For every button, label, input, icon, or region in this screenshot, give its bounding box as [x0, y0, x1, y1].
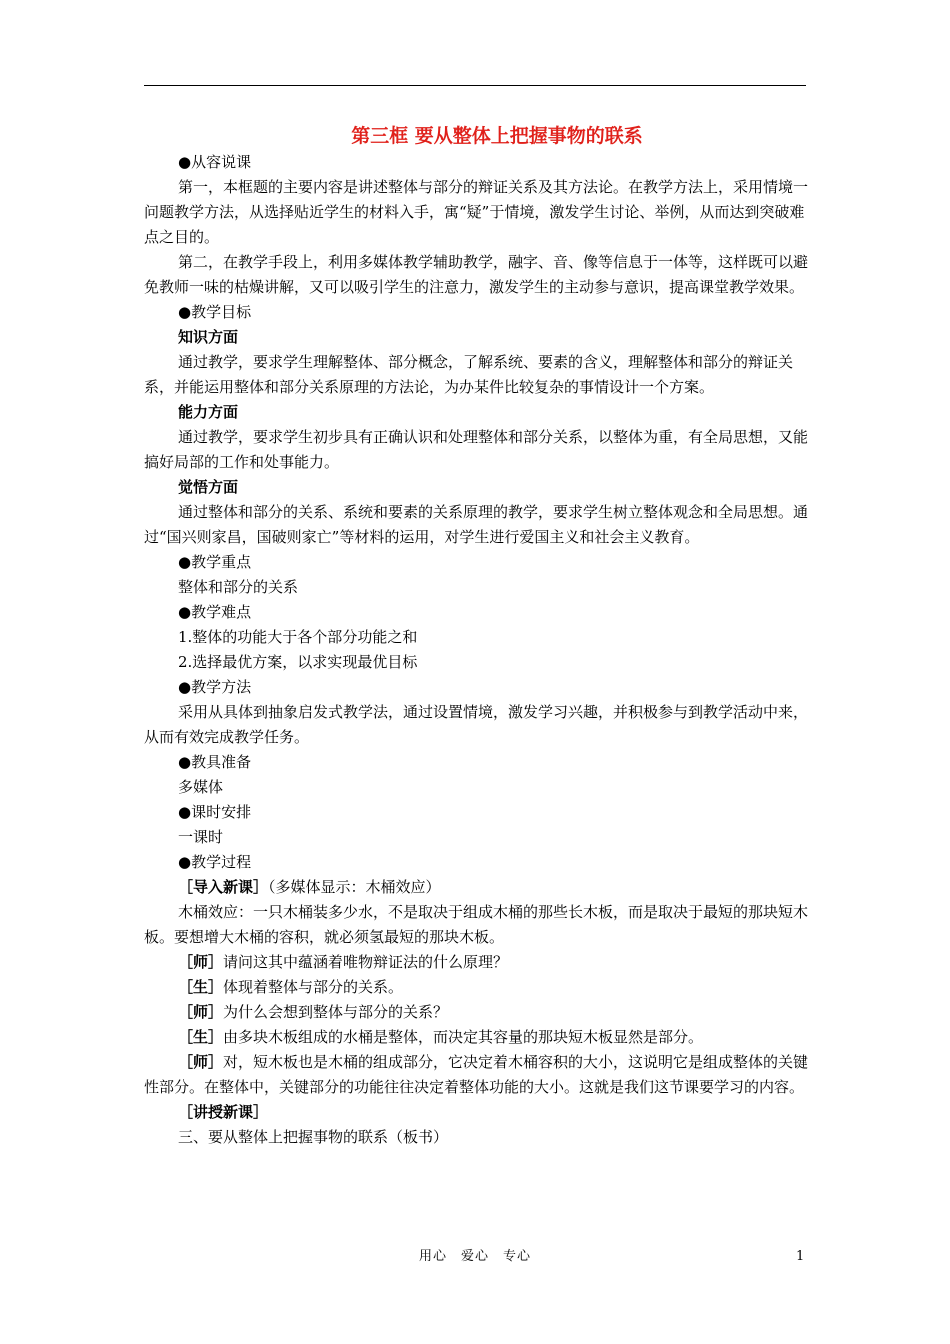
- teacher-tag: ［师］: [178, 953, 224, 971]
- dialogue-line: [144, 1025, 810, 1050]
- footer-motto: 用心 爱心 专心: [418, 1249, 531, 1264]
- paragraph: 三、要从整体上把握事物的联系（板书）: [178, 1128, 449, 1146]
- student-tag: ［生］: [178, 978, 224, 996]
- section-heading: ●课时安排: [178, 803, 252, 821]
- section-tag: ［讲授新课］: [178, 1103, 269, 1121]
- teacher-tag: ［师］: [178, 1053, 224, 1071]
- document-body: [144, 150, 810, 1150]
- daoru-tag: ［导入新课］: [178, 878, 269, 896]
- dialogue-line: [144, 950, 810, 975]
- paragraph: 采用从具体到抽象启发式教学法，通过设置情境，激发学习兴趣，并积极参与到教学活动中来，从而有效完成教学任务。: [144, 703, 809, 746]
- paragraph: 一课时: [178, 828, 224, 846]
- paragraph: 第二，在教学手段上，利用多媒体教学辅助教学，融字、音、像等信息于一体等，这样既可以避免教师一味的枯燥讲解，又可以吸引学生的注意力，激发学生的主动参与意识，提高课堂教学效果。: [144, 253, 809, 296]
- dialogue-text: 请问这其中蕴涵着唯物辩证法的什么原理？: [223, 953, 509, 971]
- dialogue-text: 为什么会想到整体与部分的关系？: [223, 1003, 449, 1021]
- dialogue-text: 体现着整体与部分的关系。: [223, 978, 404, 996]
- student-tag: ［生］: [178, 1028, 224, 1046]
- dialogue-line: [144, 975, 810, 1000]
- header-rule: [144, 85, 806, 86]
- section-heading: ●教具准备: [178, 753, 252, 771]
- dialogue-line: [144, 1000, 810, 1025]
- dialogue-text: 由多块木板组成的水桶是整体，而决定其容量的那块短木板显然是部分。: [223, 1028, 704, 1046]
- section-heading: ●教学重点: [178, 553, 252, 571]
- subsection-heading: 觉悟方面: [178, 478, 239, 496]
- document-title: 第三框 要从整体上把握事物的联系: [351, 125, 643, 147]
- dialogue-line: [144, 1050, 810, 1100]
- dialogue-text: 对，短木板也是木桶的组成部分，它决定着木桶容积的大小，这说明它是组成整体的关键性部分。在整体中，关键部分的功能往往决定着整体功能的大小。这就是我们这节课要学习的内容。: [144, 1053, 809, 1096]
- paragraph: 多媒体: [178, 778, 224, 796]
- intro-line: [144, 875, 810, 900]
- paragraph: 木桶效应：一只木桶装多少水，不是取决于组成木桶的那些长木板，而是取决于最短的那块短木板。要想增大木桶的容积，就必须氢最短的那块木板。: [144, 903, 809, 946]
- daoru-note: （多媒体显示：木桶效应）: [268, 878, 441, 896]
- list-item: 1.整体的功能大于各个部分功能之和: [178, 628, 418, 646]
- page-number: 1: [796, 1249, 805, 1264]
- subsection-heading: 知识方面: [178, 328, 239, 346]
- paragraph: 通过教学，要求学生理解整体、部分概念，了解系统、要素的含义，理解整体和部分的辩证关系，并能运用整体和部分关系原理的方法论，为办某件比较复杂的事情设计一个方案。: [144, 353, 794, 396]
- section-heading: ●教学难点: [178, 603, 252, 621]
- section-heading: ●教学目标: [178, 303, 252, 321]
- paragraph: 第一，本框题的主要内容是讲述整体与部分的辩证关系及其方法论。在教学方法上，采用情境一问题教学方法，从选择贴近学生的材料入手，寓“疑”于情境，激发学生讨论、举例，从而达到突破难点之目的。: [144, 178, 809, 246]
- list-item: 2.选择最优方案，以求实现最优目标: [178, 653, 418, 671]
- section-heading: ●从容说课: [178, 153, 252, 171]
- paragraph: 通过教学，要求学生初步具有正确认识和处理整体和部分关系，以整体为重，有全局思想，又能搞好局部的工作和处事能力。: [144, 428, 809, 471]
- section-heading: ●教学方法: [178, 678, 252, 696]
- teacher-tag: ［师］: [178, 1003, 224, 1021]
- paragraph: 整体和部分的关系: [178, 578, 299, 596]
- subsection-heading: 能力方面: [178, 403, 239, 421]
- paragraph: 通过整体和部分的关系、系统和要素的关系原理的教学，要求学生树立整体观念和全局思想。通过“国兴则家昌，国破则家亡”等材料的运用，对学生进行爱国主义和社会主义教育。: [144, 503, 809, 546]
- section-heading: ●教学过程: [178, 853, 252, 871]
